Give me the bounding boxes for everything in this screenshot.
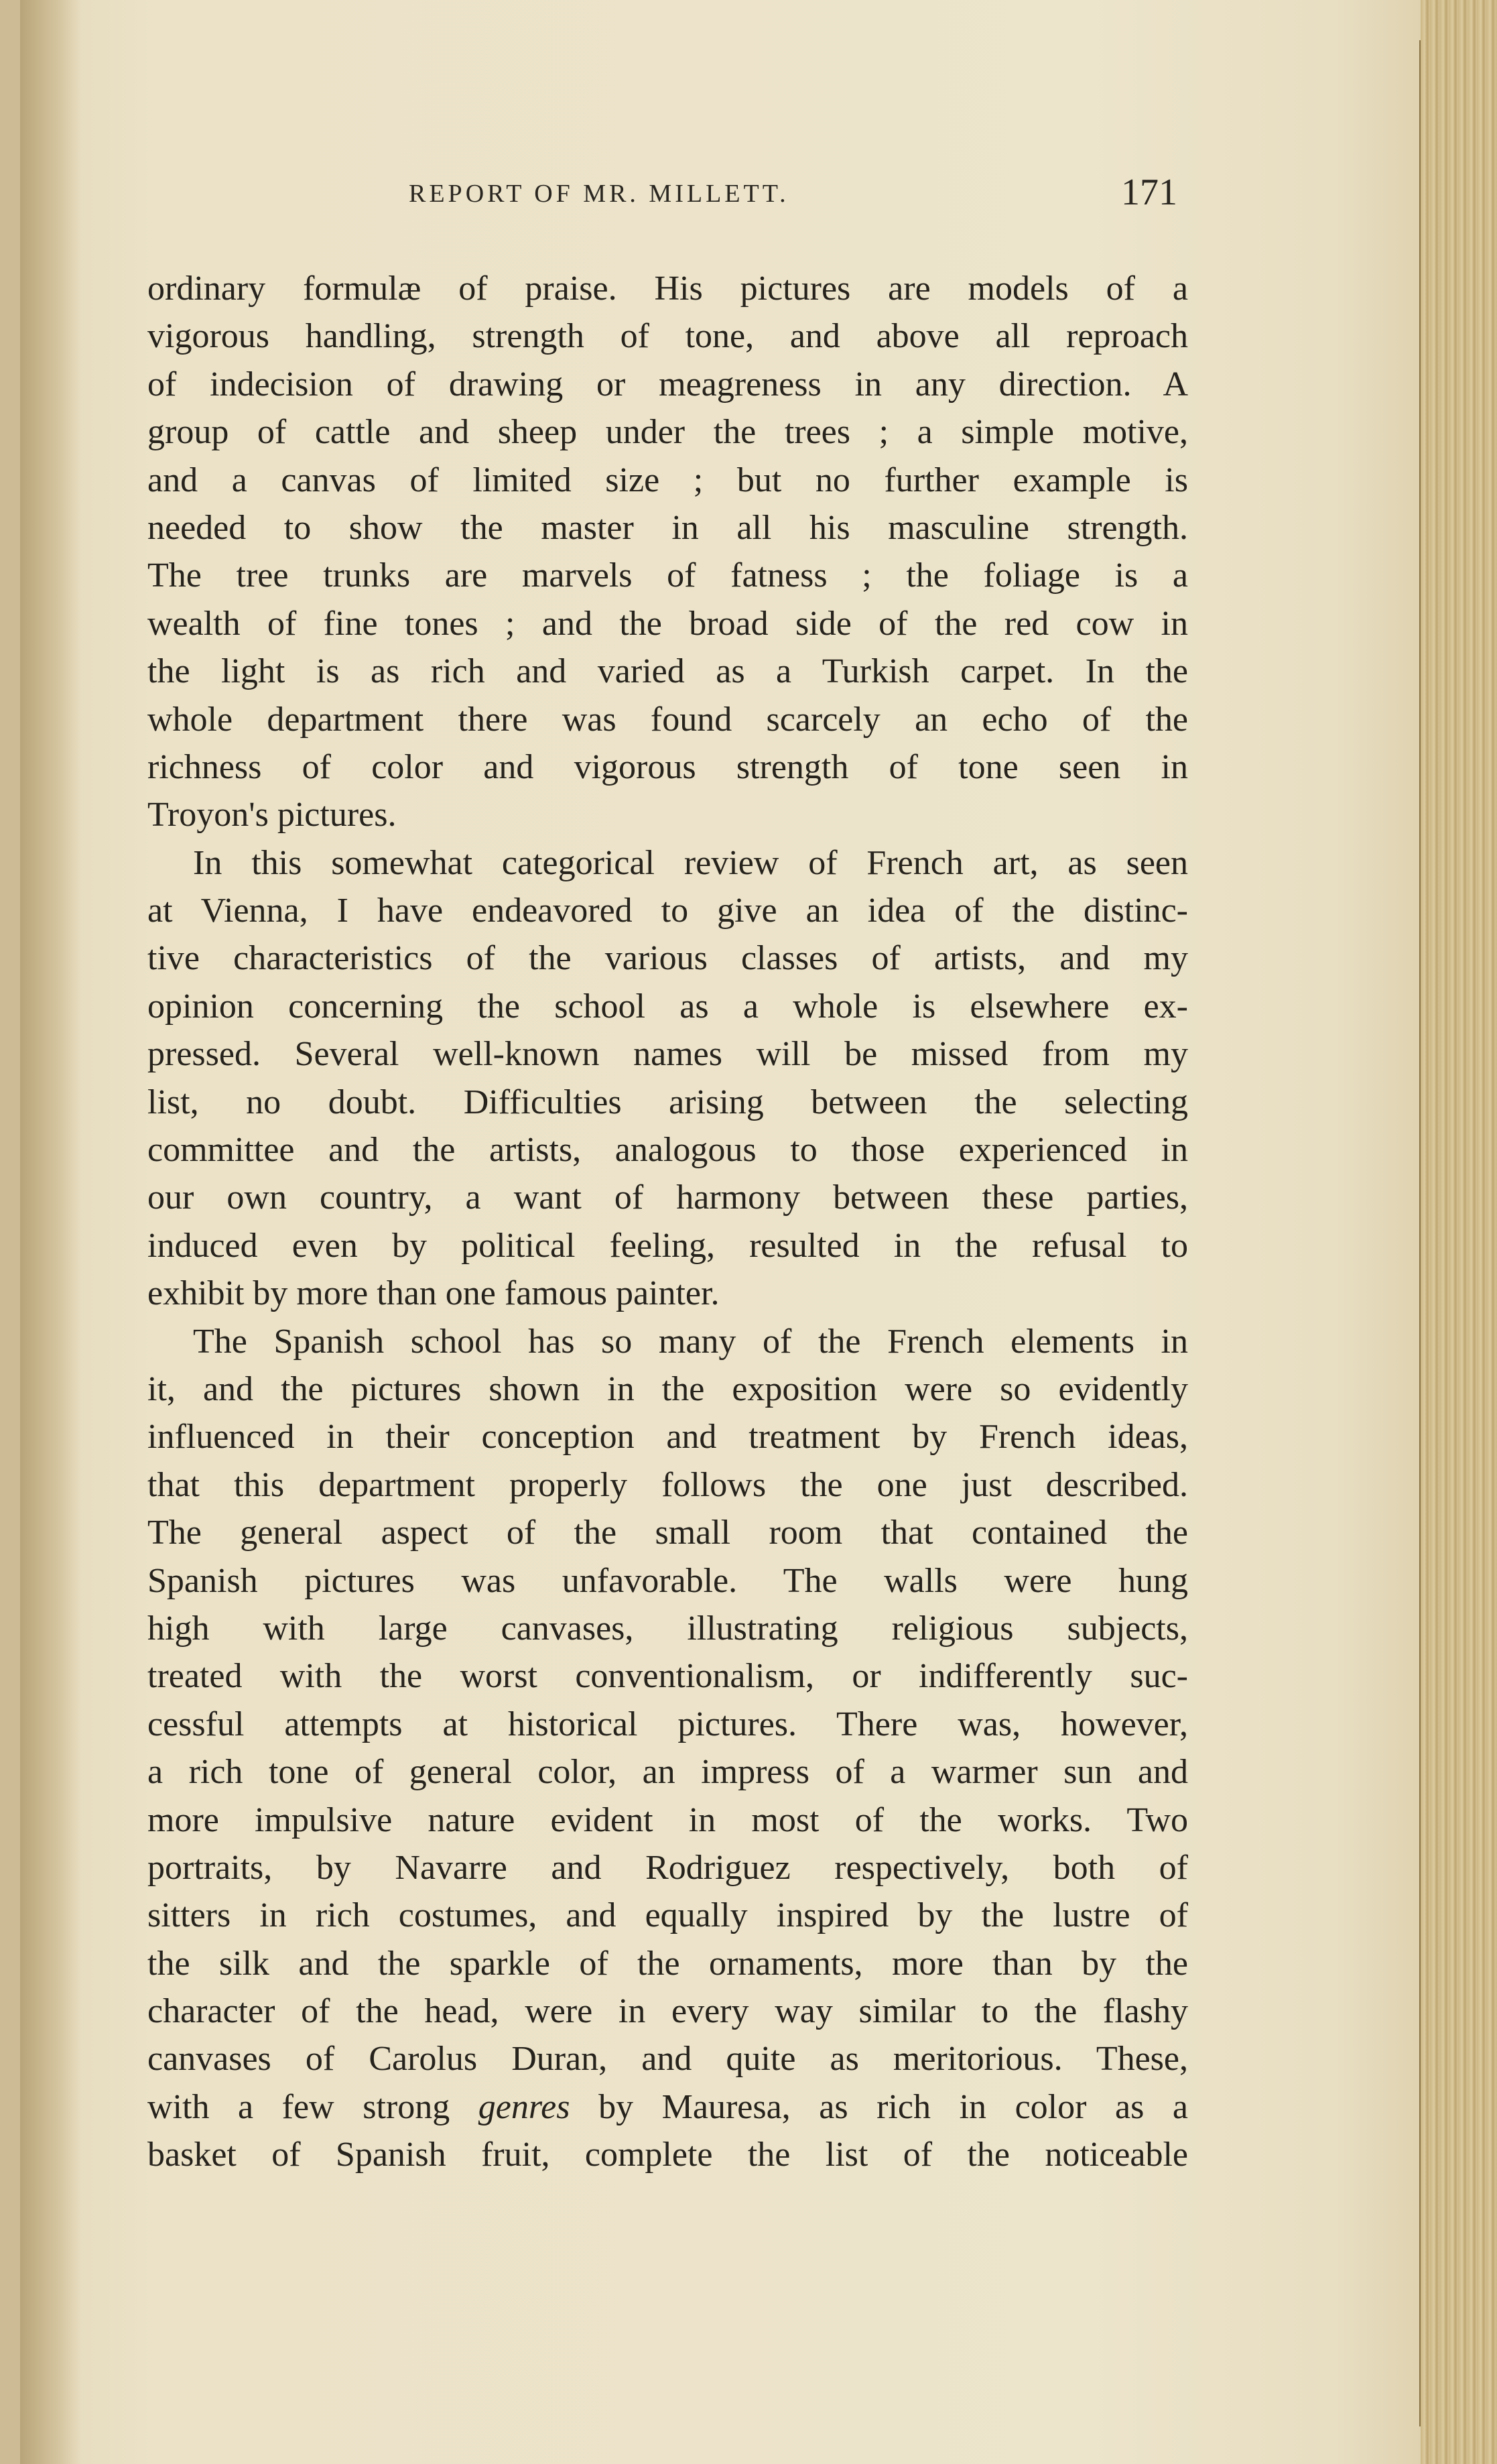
text-line: The tree trunks are marvels of fatness ; the foliage is a [147, 556, 1188, 595]
text-line: opinion concerning the school as a whole is elsewhere ex- [147, 987, 1188, 1026]
text-line: The Spanish school has so many of the French elements in [193, 1322, 1188, 1361]
text-line: Spanish pictures was unfavorable. The walls were hung [147, 1561, 1188, 1600]
running-head: REPORT OF MR. MILLETT. [409, 180, 789, 208]
text-line: canvases of Carolus Duran, and quite as meritorious. These, [147, 2040, 1188, 2079]
text-line: exhibit by more than one famous painter. [147, 1274, 720, 1313]
text-line: In this somewhat categorical review of French art, as seen [193, 843, 1188, 882]
text-run: by Mauresa, as rich in color as a [570, 2087, 1188, 2126]
text-line: list, no doubt. Difficulties arising between the selecting [147, 1083, 1188, 1121]
text-line: the light is as rich and varied as a Turkish carpet. In the [147, 652, 1188, 691]
text-line: sitters in rich costumes, and equally inspired by the lustre of [147, 1896, 1188, 1935]
page-header [0, 171, 1497, 225]
text-line: needed to show the master in all his masculine strength. [147, 508, 1188, 547]
text-line: a rich tone of general color, an impress of a warmer sun and [147, 1753, 1188, 1792]
text-line: influenced in their conception and treatment by French ideas, [147, 1418, 1188, 1457]
text-line [147, 2083, 1188, 2131]
text-line: tive characteristics of the various classes of artists, and my [147, 939, 1188, 978]
text-line: wealth of fine tones ; and the broad side of the red cow in [147, 604, 1188, 643]
page-number: 171 [1121, 172, 1177, 213]
text-line: that this department properly follows the one just described. [147, 1465, 1188, 1504]
text-line: induced even by political feeling, resulted in the refusal to [147, 1226, 1188, 1265]
text-line: richness of color and vigorous strength of tone seen in [147, 747, 1188, 786]
text-line: more impulsive nature evident in most of the works. Two [147, 1800, 1188, 1839]
gutter-shadow [20, 0, 80, 2464]
text-line: pressed. Several well-known names will be missed from my [147, 1035, 1188, 1074]
body-text [147, 265, 1188, 2179]
text-line: portraits, by Navarre and Rodriguez respectively, both of [147, 1848, 1188, 1887]
text-line: group of cattle and sheep under the trees ; a simple motive, [147, 413, 1188, 452]
page-edges [1421, 0, 1497, 2464]
text-line: character of the head, were in every way similar to the flashy [147, 1992, 1188, 2031]
italic-term: genres [478, 2087, 570, 2126]
text-line: and a canvas of limited size ; but no further example is [147, 460, 1188, 499]
text-run: with a few strong [147, 2087, 478, 2126]
text-line: cessful attempts at historical pictures. There was, however, [147, 1705, 1188, 1743]
text-line: whole department there was found scarcely an echo of the [147, 700, 1188, 739]
text-line: ordinary formulæ of praise. His pictures are models of a [147, 269, 1188, 308]
text-line: the silk and the sparkle of the ornaments, more than by the [147, 1944, 1188, 1983]
text-line: The general aspect of the small room that contained the [147, 1514, 1188, 1552]
text-line: of indecision of drawing or meagreness in any direction. A [147, 365, 1188, 404]
text-line: high with large canvases, illustrating religious subjects, [147, 1609, 1188, 1648]
text-line: treated with the worst conventionalism, or indifferently suc- [147, 1657, 1188, 1696]
text-line: our own country, a want of harmony between these parties, [147, 1178, 1188, 1217]
text-line: committee and the artists, analogous to those experienced in [147, 1131, 1188, 1170]
text-line: basket of Spanish fruit, complete the list of the noticeable [147, 2136, 1188, 2174]
text-line: vigorous handling, strength of tone, and above all reproach [147, 317, 1188, 356]
text-line: at Vienna, I have endeavored to give an idea of the distinc- [147, 891, 1188, 930]
text-line: Troyon's pictures. [147, 796, 397, 835]
text-line: it, and the pictures shown in the exposition were so evidently [147, 1369, 1188, 1408]
